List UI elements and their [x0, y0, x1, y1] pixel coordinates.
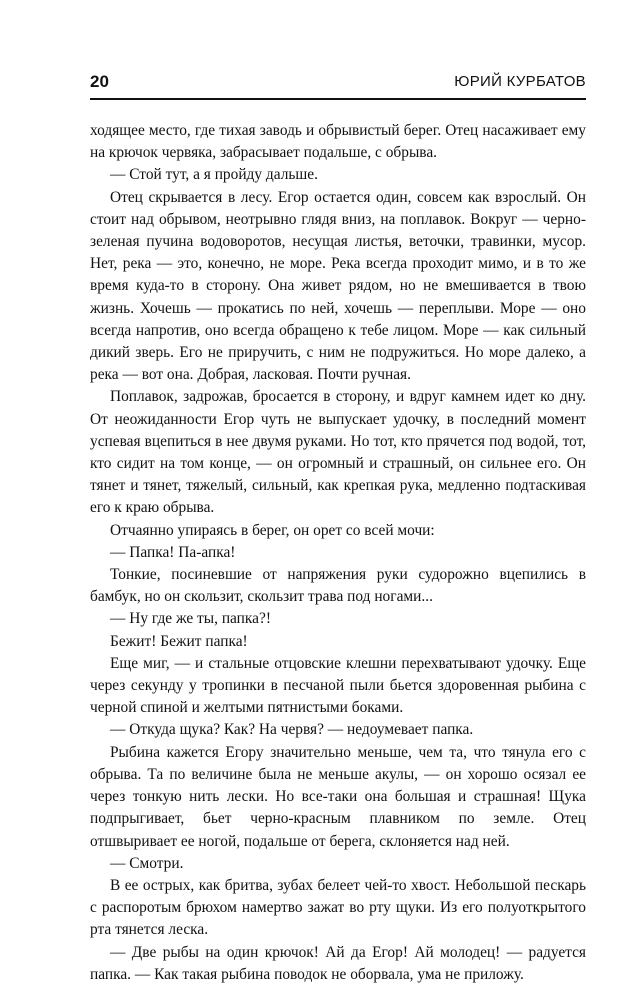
running-head-author: ЮРИЙ КУРБАТОВ — [454, 73, 586, 90]
paragraph: Отец скрывается в лесу. Егор остается один, совсем как взрослый. Он стоит над обрывом, неотрывно глядя вниз, на поплавок. Вокруг — черно-зеленая пучина водоворотов, несущая листья, веточки, травинки, мусор. Нет, река — это, конечно, не море. Река всегда проходит мимо, и в то же время куда-то в сторону. Она живет рядом, но не вмешивается в твою жизнь. Хочешь — прокатись по ней, хочешь — переплыви. Море — оно всегда напротив, оно всегда обращено к тебе лицом. Море — как сильный дикий зверь. Его не приручить, с ним не подружиться. Но море далеко, а река — вот она. Добрая, ласковая. Почти ручная. — [90, 188, 586, 384]
paragraph: Бежит! Бежит папка! — [110, 632, 248, 650]
paragraph: — Ну где же ты, папка?! — [110, 610, 271, 628]
page-number: 20 — [90, 72, 109, 91]
paragraph: Рыбина кажется Егору значительно меньше, чем та, что тянула его с обрыва. Та по величине была не меньше акулы, — он хорошо осязал ее через тонкую нить лески. Но все-таки она большая и страшная! Щука подпрыгивает, бьет черно-красным плавником по земле. Отец отшвыривает ее ногой, подальше от берега, склоняется над ней. — [90, 743, 586, 850]
paragraph: ходящее место, где тихая заводь и обрывистый берег. Отец насаживает ему на крючок червяка, забрасывает подальше, с обрыва. — [90, 122, 586, 162]
paragraph: В ее острых, как бритва, зубах белеет чей-то хвост. Небольшой пескарь с распоротым брюхом намертво зажат во рту щуки. Из его полуоткрытого рта тянется леска. — [90, 876, 586, 939]
paragraph: — Две рыбы на один крючок! Ай да Егор! Ай молодец! — радуется папка. — Как такая рыбина поводок не оборвала, ума не приложу. — [90, 943, 586, 983]
paragraph: — Смотри. — [110, 854, 184, 872]
book-page — [90, 70, 586, 983]
paragraph: Отчаянно упираясь в берег, он орет со всей мочи: — [110, 521, 435, 539]
paragraph: — Откуда щука? Как? На червя? — недоумевает папка. — [110, 721, 474, 739]
paragraph: Тонкие, посиневшие от напряжения руки судорожно вцепились в бамбук, но он скользит, скользит трава под ногами... — [90, 566, 586, 606]
paragraph: Поплавок, задрожав, бросается в сторону, и вдруг камнем идет ко дну. От неожиданности Егор чуть не выпускает удочку, в последний момент успевая вцепиться в нее двумя руками. Но тот, кто прячется под водой, тот, кто сидит на том конце, — он огромный и страшный, он сильнее его. Он тянет и тянет, тяжелый, сильный, как крепкая рука, медленно подтаскивая его к краю обрыва. — [90, 388, 586, 517]
paragraph: Еще миг, — и стальные отцовские клешни перехватывают удочку. Еще через секунду у тропинки в песчаной пыли бьется здоровенная рыбина с черной спиной и желтыми пятнистыми боками. — [90, 654, 586, 717]
page-header — [90, 70, 586, 100]
paragraph: — Стой тут, а я пройду дальше. — [110, 166, 318, 184]
body-text — [90, 120, 586, 986]
paragraph: — Папка! Па-апка! — [110, 543, 236, 561]
